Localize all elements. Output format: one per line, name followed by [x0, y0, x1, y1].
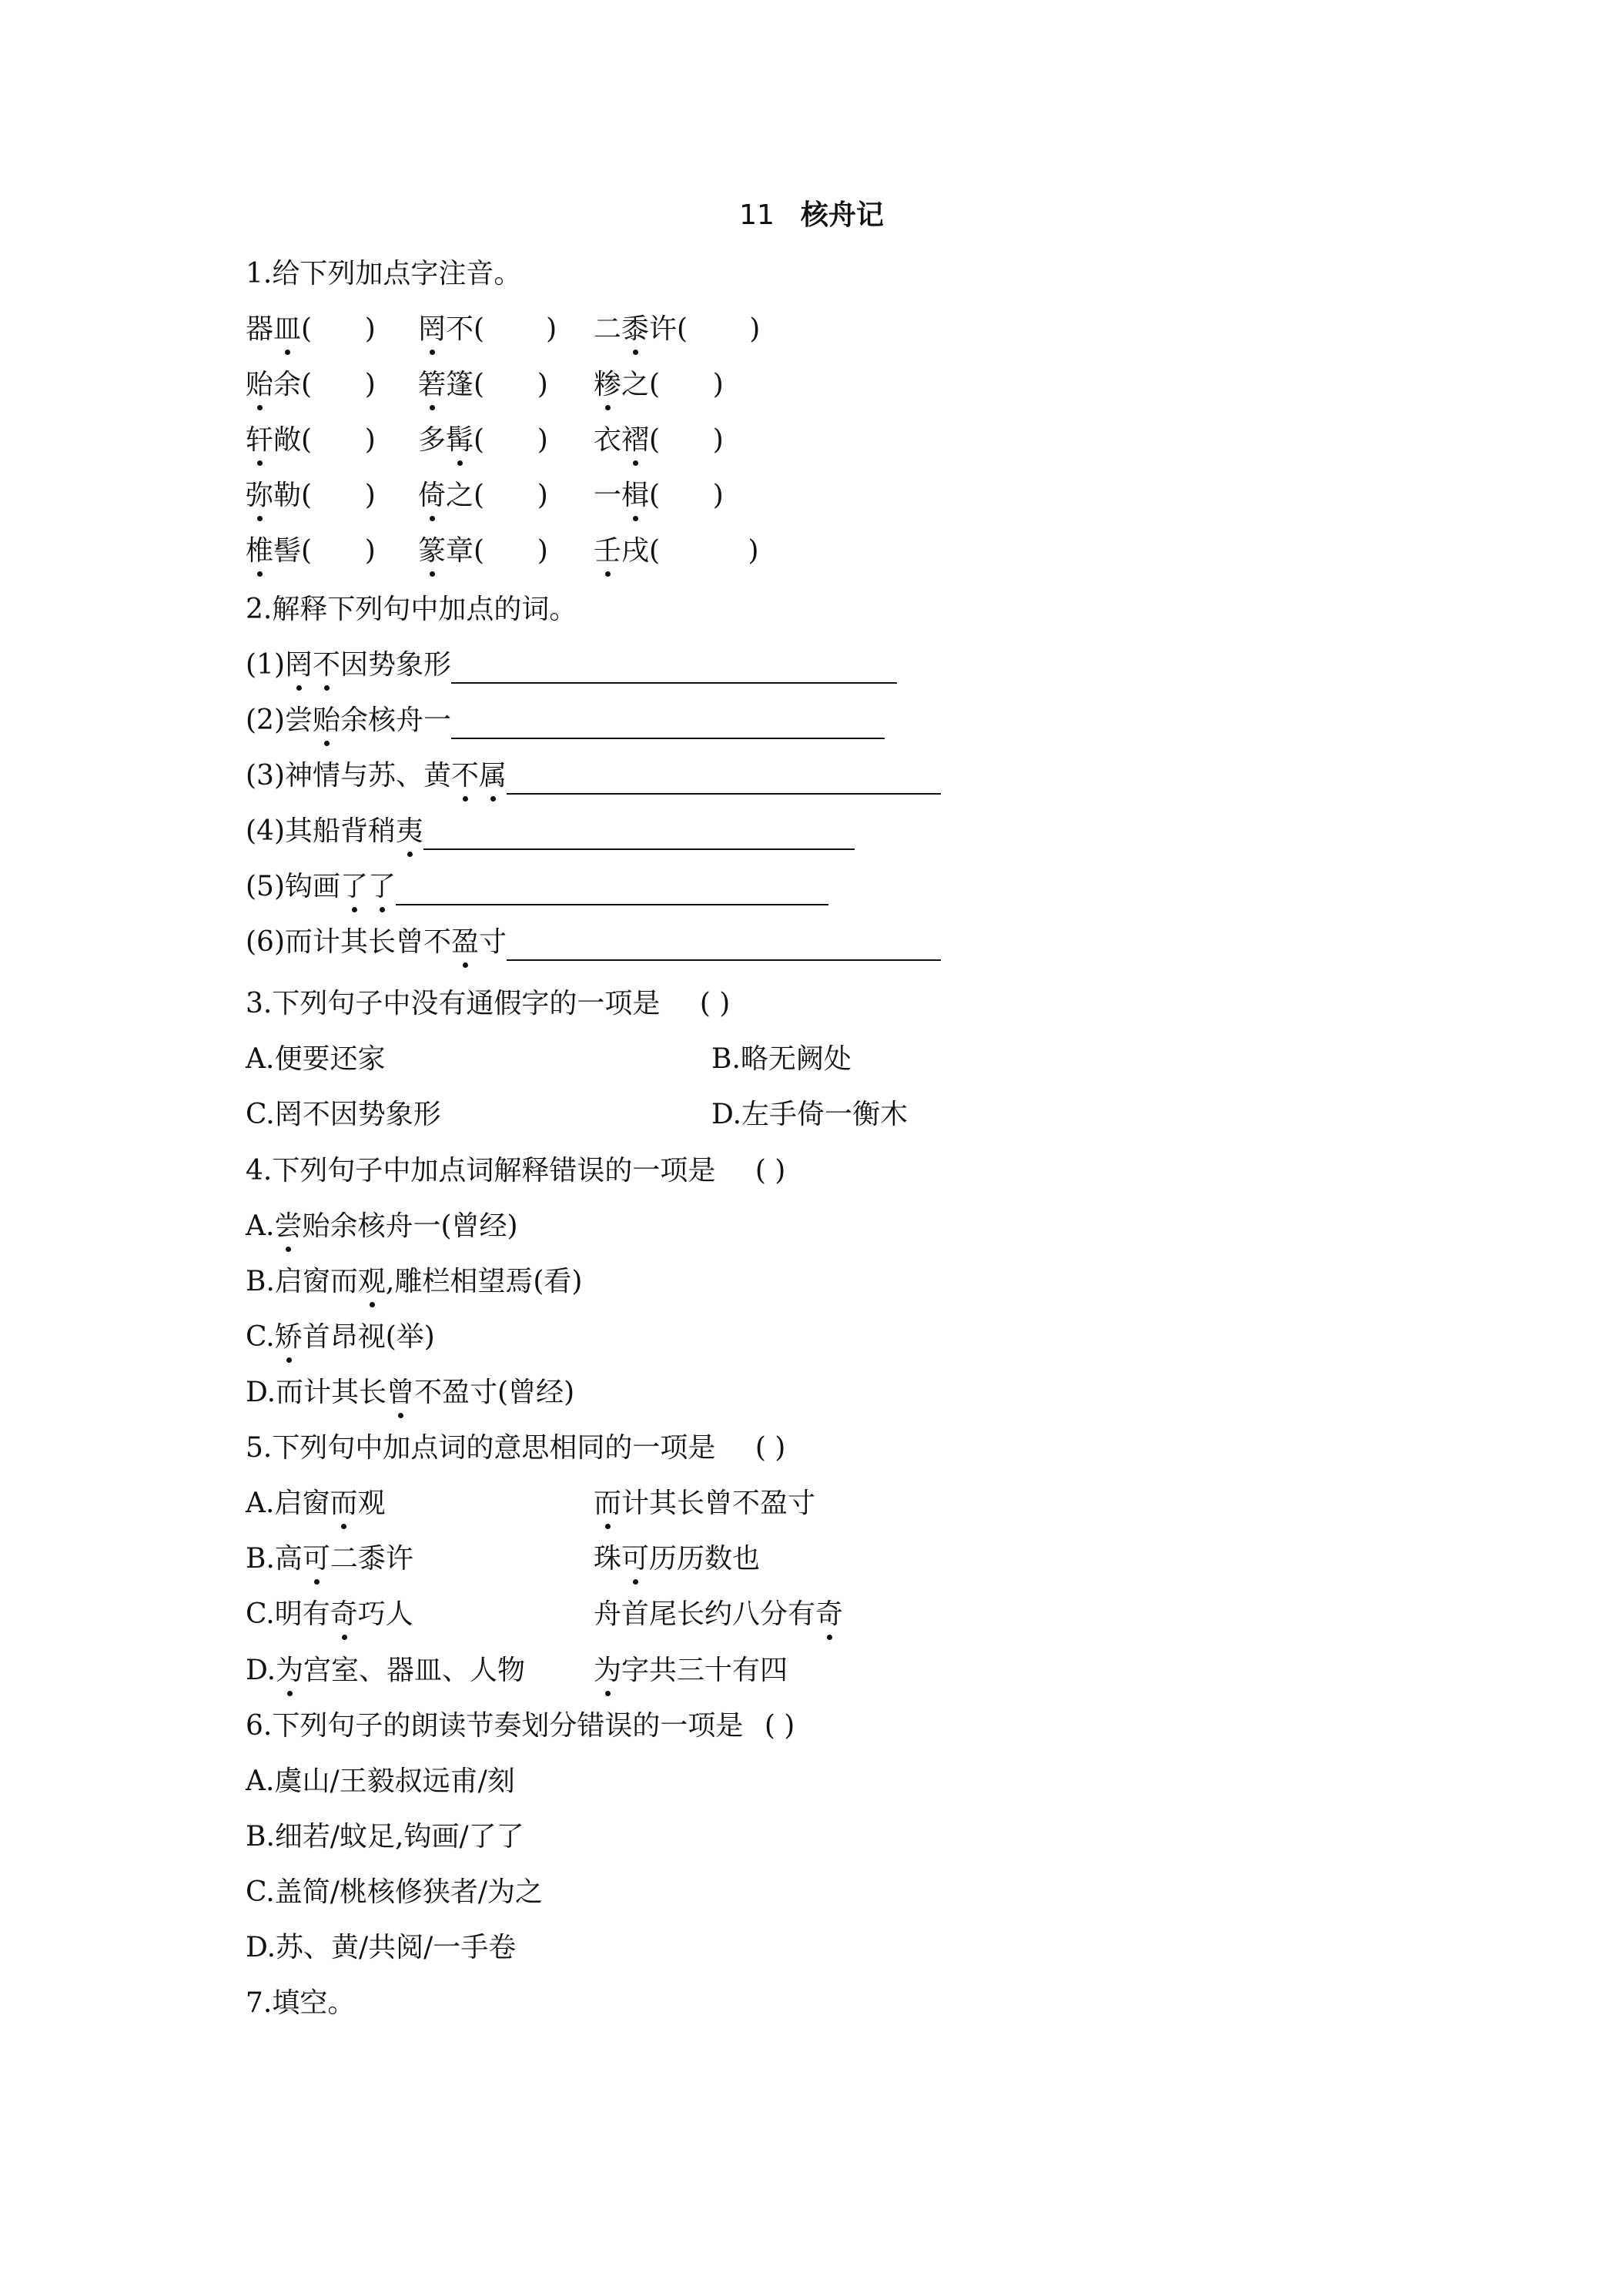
text: ,雕栏相望焉(看): [385, 1266, 583, 1297]
q6-stem-text: 6.下列句子的朗读节奏划分错误的一项是: [246, 1710, 744, 1742]
dotted-char: 楫: [621, 477, 649, 514]
dotted-char: 属: [479, 758, 507, 795]
dotted-char: 髯: [446, 422, 474, 459]
text: ): [712, 424, 724, 456]
text: 之(: [446, 480, 485, 511]
q2-item: [246, 647, 897, 684]
item-number: (6): [246, 926, 285, 958]
text: 贻余核舟一(曾经): [302, 1210, 518, 1242]
text: ): [537, 535, 548, 567]
dotted-char: 箬: [418, 366, 446, 403]
lesson-number: 11: [739, 199, 775, 231]
text: 因势象形: [340, 649, 452, 681]
q1-item: [246, 422, 376, 459]
dotted-char: 夷: [396, 813, 423, 850]
q2-item: [246, 758, 941, 795]
dotted-char: 可: [621, 1541, 649, 1578]
dotted-char: 观: [358, 1263, 386, 1300]
q5-stem-text: 5.下列句中加点词的意思相同的一项是: [246, 1432, 716, 1464]
item-number: (5): [246, 871, 285, 902]
q1-item: [418, 533, 548, 570]
q4-stem: [246, 1153, 785, 1190]
q5-option-left: [246, 1596, 413, 1633]
text: 二: [594, 313, 622, 345]
q4-option-b: [246, 1263, 582, 1300]
answer-gap: [660, 535, 748, 567]
lesson-title: 核舟记: [800, 199, 884, 231]
item-number: (4): [246, 815, 285, 847]
q4-stem-text: 4.下列句子中加点词解释错误的一项是: [246, 1155, 716, 1186]
dotted-char: 而: [330, 1485, 357, 1522]
q3-option-a: A.便要还家: [246, 1043, 386, 1075]
q1-item: [594, 477, 724, 514]
dotted-char: 轩: [246, 422, 273, 459]
text: D.而计其长: [246, 1377, 387, 1408]
q5-option-right: [594, 1652, 788, 1689]
text: 观: [357, 1488, 386, 1519]
text: ): [364, 424, 376, 456]
q1-item: [418, 311, 557, 348]
answer-blank: [423, 821, 855, 850]
text: 许(: [649, 313, 688, 345]
answer-gap: [484, 535, 537, 567]
text: ): [712, 480, 724, 511]
text: ): [364, 480, 376, 511]
dotted-char: 可: [303, 1541, 330, 1578]
text: B.高: [246, 1543, 303, 1575]
dotted-char: 为: [594, 1652, 621, 1689]
dotted-char: 贻: [313, 702, 340, 739]
item-number: (1): [246, 649, 285, 681]
q2-stem: 2.解释下列句中加点的词。: [246, 594, 577, 625]
text: 首昂视(举): [302, 1321, 435, 1353]
dotted-char: 尝: [274, 1208, 302, 1245]
dotted-char: 皿: [273, 311, 301, 348]
text: C.: [246, 1321, 275, 1353]
q2-item: [246, 813, 855, 850]
q3-option-d: D.左手倚一衡木: [711, 1099, 909, 1130]
text: ): [537, 369, 548, 400]
answer-blank: [507, 765, 941, 795]
dotted-char: 为: [276, 1652, 303, 1689]
q3-stem: [246, 986, 730, 1022]
answer-gap: [312, 535, 365, 567]
q6-option-b: B.细若/蚊足,钩画/了了: [246, 1821, 524, 1853]
dotted-char: 矫: [275, 1319, 303, 1356]
answer-gap: [484, 480, 537, 511]
q4-option-a: [246, 1208, 518, 1245]
text: 尝: [285, 705, 313, 736]
text: 一: [594, 480, 622, 511]
dotted-char: 褶: [621, 422, 649, 459]
answer-blank: [396, 876, 828, 905]
text: 髻(: [273, 535, 313, 567]
text: ): [748, 535, 759, 567]
q2-item: [246, 702, 885, 739]
text: 篷(: [446, 369, 485, 400]
q5-answer-paren: ( ): [755, 1432, 786, 1464]
text: 之(: [621, 369, 661, 400]
text: 寸: [479, 926, 507, 958]
q1-item: [594, 533, 759, 570]
q3-answer-paren: ( ): [699, 988, 731, 1019]
q6-answer-paren: ( ): [764, 1710, 795, 1742]
q2-item: [246, 924, 941, 961]
q1-item: [246, 477, 376, 514]
text: 器: [246, 313, 274, 345]
q6-option-d: D.苏、黄/共阅/一手卷: [246, 1932, 517, 1963]
dotted-char: 曾: [387, 1374, 414, 1411]
text: 多: [418, 424, 447, 456]
text: 戌(: [621, 535, 661, 567]
text: D.: [246, 1655, 276, 1686]
answer-gap: [484, 424, 537, 456]
dotted-char: 了: [368, 869, 396, 905]
text: 勒(: [273, 480, 313, 511]
dotted-char: 不: [313, 647, 340, 684]
dotted-char: 黍: [621, 311, 649, 348]
text: 余核舟一: [340, 705, 452, 736]
text: (: [649, 480, 661, 511]
text: 衣: [594, 424, 622, 456]
q1-item: [418, 366, 548, 403]
dotted-char: 奇: [330, 1596, 358, 1633]
answer-gap: [484, 369, 537, 400]
dotted-char: 而: [594, 1485, 621, 1522]
q4-answer-paren: ( ): [755, 1155, 786, 1186]
text: 其船背稍: [285, 815, 397, 847]
q1-item: [418, 422, 548, 459]
dotted-char: 椎: [246, 533, 273, 570]
text: ): [749, 313, 761, 345]
text: A.: [246, 1210, 275, 1242]
text: 珠: [594, 1543, 622, 1575]
text: ): [712, 369, 724, 400]
q1-item: [246, 366, 376, 403]
text: 舟首尾长约八分有: [594, 1598, 816, 1630]
q5-option-left: [246, 1485, 385, 1522]
dotted-char: 不: [451, 758, 479, 795]
text: B.启窗而: [246, 1266, 358, 1297]
text: A.启窗: [246, 1488, 330, 1519]
q5-stem: [246, 1430, 785, 1467]
dotted-char: 糁: [594, 366, 621, 403]
text: 神情与苏、黄: [285, 760, 452, 792]
dotted-char: 倚: [418, 477, 446, 514]
q1-item: [594, 422, 724, 459]
text: ): [364, 313, 376, 345]
q5-option-right: [594, 1485, 815, 1522]
q3-option-c: C.罔不因势象形: [246, 1099, 441, 1130]
q5-option-left: [246, 1541, 413, 1578]
dotted-char: 奇: [815, 1596, 843, 1633]
q1-item: [418, 477, 548, 514]
q3-stem-text: 3.下列句子中没有通假字的一项是: [246, 988, 661, 1019]
text: 而计其长曾不: [285, 926, 452, 958]
q6-option-c: C.盖简/桃核修狭者/为之: [246, 1876, 543, 1908]
page-title: [0, 197, 1623, 234]
item-number: (3): [246, 760, 285, 792]
text: 宫室、器皿、人物: [303, 1655, 526, 1686]
answer-blank: [451, 710, 885, 739]
answer-gap: [312, 480, 365, 511]
text: (: [474, 424, 485, 456]
answer-gap: [660, 480, 713, 511]
text: 巧人: [357, 1598, 413, 1630]
text: ): [537, 424, 548, 456]
text: ): [364, 369, 376, 400]
answer-blank: [507, 932, 941, 961]
q1-item: [594, 366, 724, 403]
text: 余(: [273, 369, 313, 400]
q5-option-left: [246, 1652, 525, 1689]
text: 二黍许: [330, 1543, 413, 1575]
text: 不盈寸(曾经): [414, 1377, 575, 1408]
text: C.明有: [246, 1598, 330, 1630]
dotted-char: 弥: [246, 477, 273, 514]
q1-item: [594, 311, 760, 348]
q1-item: [246, 311, 376, 348]
dotted-char: 篆: [418, 533, 446, 570]
text: 敞(: [273, 424, 313, 456]
text: (: [649, 424, 661, 456]
text: 历历数也: [649, 1543, 761, 1575]
answer-gap: [660, 369, 713, 400]
q4-option-c: [246, 1319, 435, 1356]
text: 钩画: [285, 871, 341, 902]
text: ): [537, 480, 548, 511]
q4-option-d: [246, 1374, 574, 1411]
text: 章(: [446, 535, 485, 567]
q6-stem: [246, 1708, 795, 1745]
q1-stem: 1.给下列加点字注音。: [246, 258, 522, 290]
dotted-char: 壬: [594, 533, 621, 570]
q5-option-right: [594, 1596, 843, 1633]
answer-gap: [660, 424, 713, 456]
q3-option-b: B.略无阙处: [711, 1043, 852, 1075]
answer-gap: [312, 424, 365, 456]
dotted-char: 罔: [285, 647, 313, 684]
text: ): [364, 535, 376, 567]
item-number: (2): [246, 705, 285, 736]
text: (: [301, 313, 313, 345]
text: 字共三十有四: [621, 1655, 788, 1686]
q1-item: [246, 533, 376, 570]
dotted-char: 贻: [246, 366, 273, 403]
text: 计其长曾不盈寸: [621, 1488, 816, 1519]
q2-item: [246, 869, 828, 905]
q7-stem: 7.填空。: [246, 1987, 356, 2019]
dotted-char: 盈: [451, 924, 479, 961]
answer-gap: [312, 369, 365, 400]
dotted-char: 了: [340, 869, 368, 905]
dotted-char: 罔: [418, 311, 446, 348]
text: 不(: [446, 313, 485, 345]
q5-option-right: [594, 1541, 760, 1578]
text: ): [546, 313, 557, 345]
answer-gap: [688, 313, 749, 345]
answer-gap: [484, 313, 546, 345]
answer-blank: [451, 654, 897, 684]
answer-gap: [312, 313, 365, 345]
q6-option-a: A.虞山/王毅叔远甫/刻: [246, 1766, 515, 1797]
